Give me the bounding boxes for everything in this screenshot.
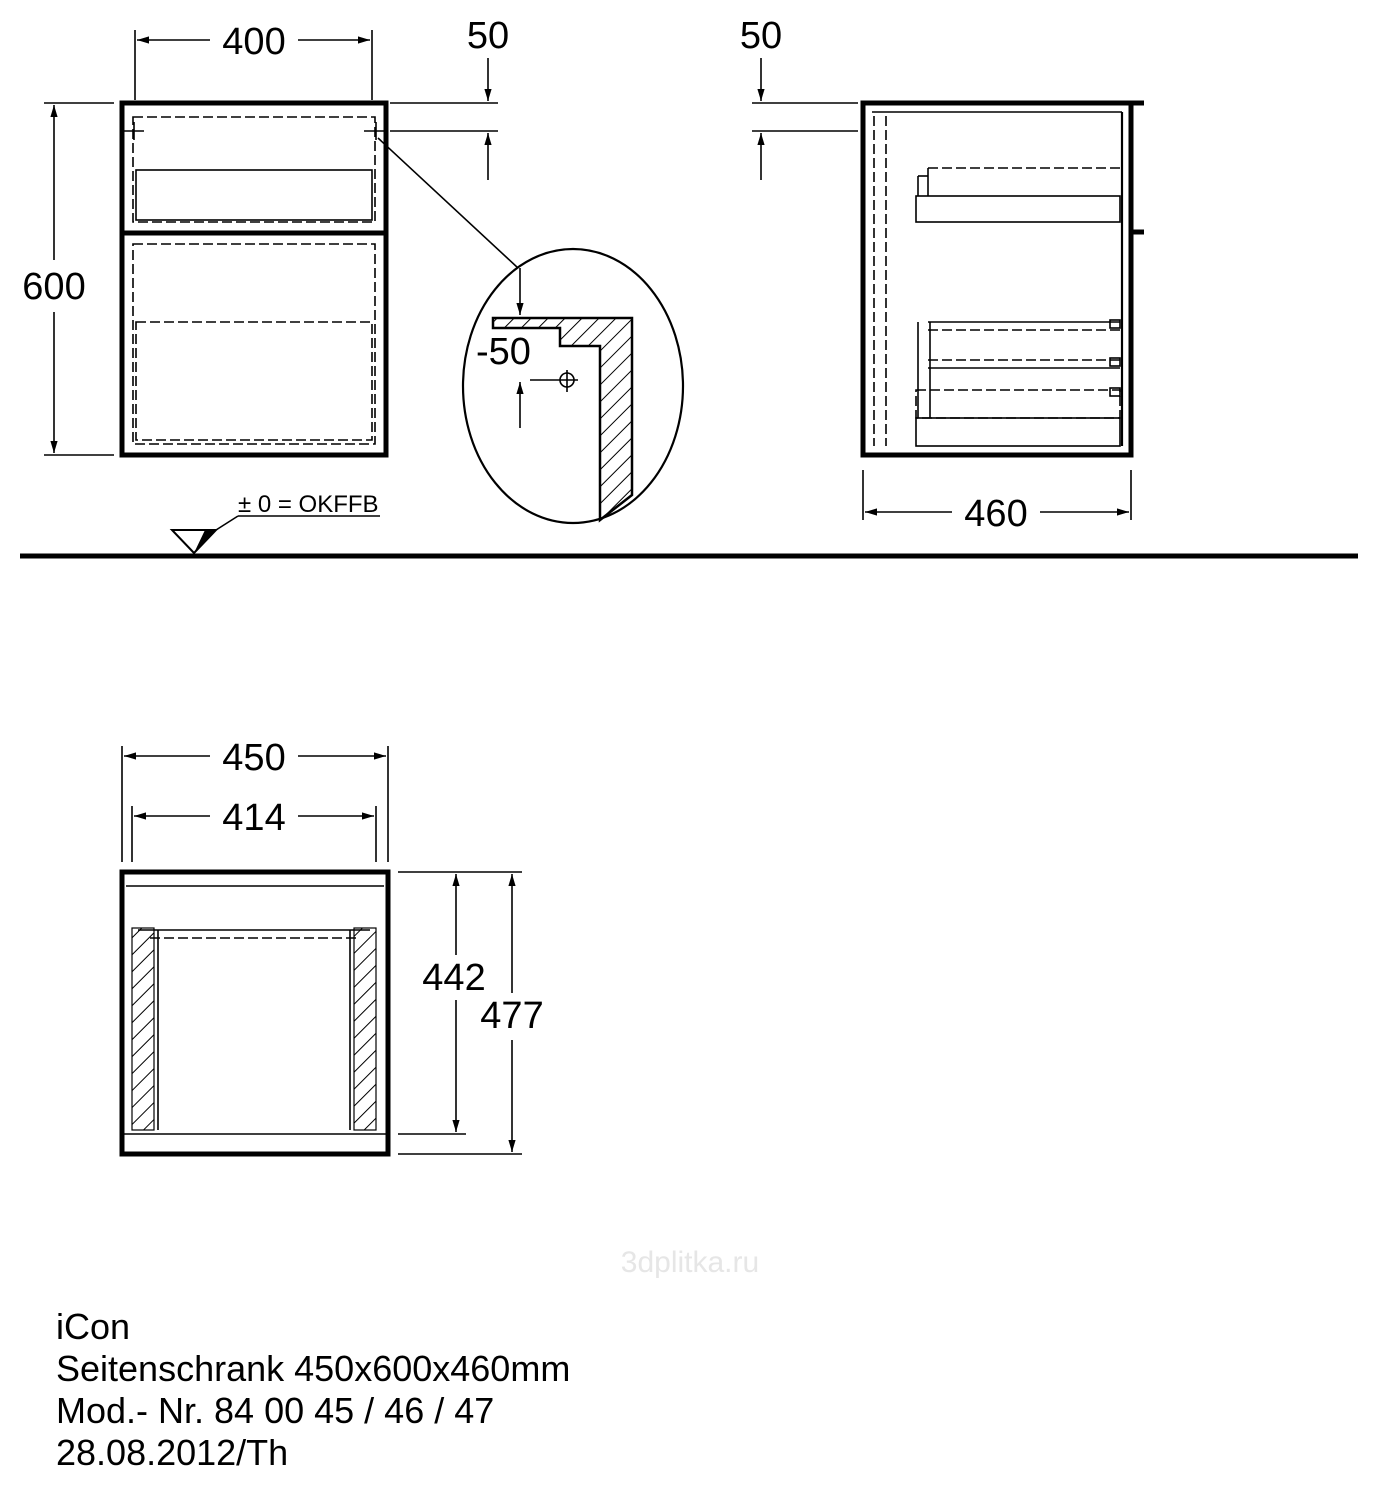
plan-view — [122, 872, 388, 1154]
title-block — [56, 1306, 570, 1474]
front-view — [122, 103, 386, 455]
depth-label: 460 — [964, 493, 1028, 535]
side-offset-label: 50 — [739, 15, 783, 57]
plan-width-inner-label: 414 — [222, 797, 286, 839]
drawing-date: 28.08.2012/Th — [56, 1432, 289, 1473]
front-width-label: 400 — [222, 21, 286, 63]
dimension-side-top-offset — [740, 15, 858, 180]
height-label: 600 — [22, 266, 86, 308]
model-number: Mod.- Nr. 84 00 45 / 46 / 47 — [56, 1390, 495, 1431]
dimension-depth — [863, 470, 1131, 535]
floor-reference-label: ± 0 = OKFFB — [238, 491, 379, 518]
detail-leader-line — [378, 138, 518, 268]
dimension-front-top-offset — [390, 15, 509, 180]
detail-offset-label: -50 — [476, 331, 531, 373]
dimension-front-width — [135, 21, 372, 100]
side-view — [863, 103, 1144, 455]
product-name: iCon — [56, 1306, 131, 1347]
plan-depth-inner-label: 442 — [422, 957, 486, 999]
front-offset-label: 50 — [466, 15, 510, 57]
dimension-height — [22, 103, 114, 455]
plan-depth-outer-label: 477 — [480, 995, 544, 1037]
floor-line — [20, 491, 1358, 556]
detail-view — [463, 249, 683, 523]
product-description: Seitenschrank 450x600x460mm — [56, 1348, 571, 1389]
watermark: 3dplitka.ru — [620, 1246, 760, 1279]
dimension-plan-width-inner — [132, 797, 376, 862]
plan-width-outer-label: 450 — [222, 737, 286, 779]
dimension-plan-depth — [398, 872, 544, 1154]
